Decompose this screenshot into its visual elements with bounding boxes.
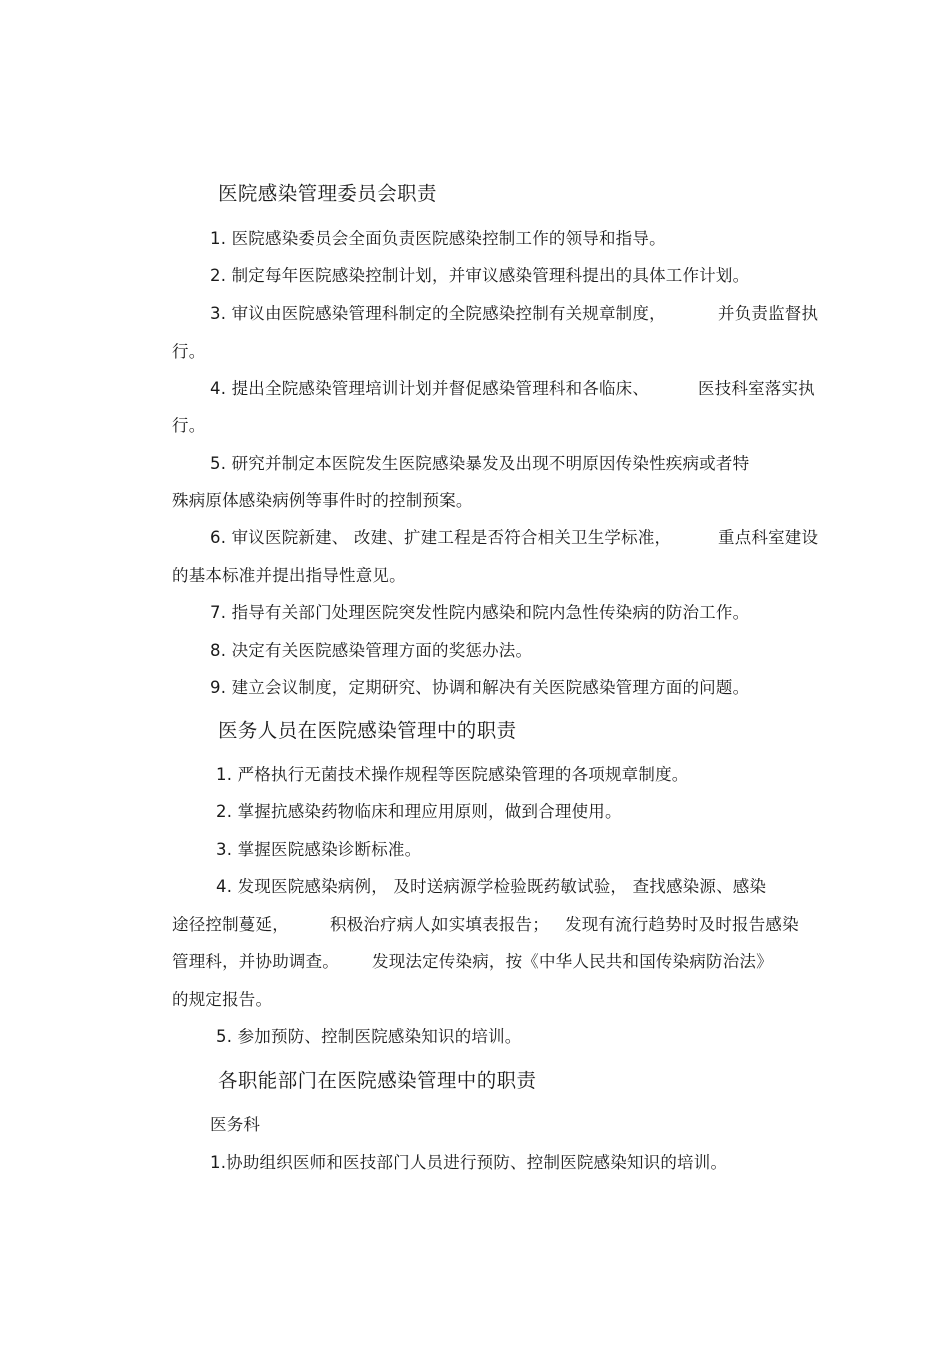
committee-item-7: 7. 指导有关部门处理医院突发性院内感染和院内急性传染病的防治工作。 — [210, 603, 750, 622]
section-title-departments: 各职能部门在医院感染管理中的职责 — [218, 1069, 537, 1092]
committee-item-3c: 行。 — [172, 342, 206, 361]
committee-item-4b: 医技科室落实执 — [698, 379, 815, 398]
staff-item-4d: 如实填表报告； — [432, 915, 549, 934]
committee-item-5a: 5. 研究并制定本医院发生医院感染暴发及出现不明原因传染性疾病或者特 — [210, 454, 750, 473]
committee-item-1: 1. 医院感染委员会全面负责医院感染控制工作的领导和指导。 — [210, 229, 666, 248]
staff-item-4e: 发现有流行趋势时及时报告感染 — [565, 915, 799, 934]
staff-item-2: 2. 掌握抗感染药物临床和理应用原则，做到合理使用。 — [216, 802, 622, 821]
committee-item-6a: 6. 审议医院新建、 改建、扩建工程是否符合相关卫生学标准， — [210, 528, 672, 547]
committee-item-2: 2. 制定每年医院感染控制计划，并审议感染管理科提出的具体工作计划。 — [210, 266, 750, 285]
committee-item-6b: 重点科室建设 — [718, 528, 819, 547]
committee-item-8: 8. 决定有关医院感染管理方面的奖惩办法。 — [210, 641, 533, 660]
staff-item-4b: 途径控制蔓延， — [172, 915, 289, 934]
staff-item-4c: 积极治疗病人， — [330, 915, 447, 934]
committee-item-9: 9. 建立会议制度，定期研究、协调和解决有关医院感染管理方面的问题。 — [210, 678, 750, 697]
committee-item-4a: 4. 提出全院感染管理培训计划并督促感染管理科和各临床、 — [210, 379, 650, 398]
committee-item-6c: 的基本标准并提出指导性意见。 — [172, 566, 406, 585]
section-title-medical-staff: 医务人员在医院感染管理中的职责 — [218, 719, 517, 742]
committee-item-5b: 殊病原体感染病例等事件时的控制预案。 — [172, 491, 473, 510]
staff-item-4h: 的规定报告。 — [172, 990, 273, 1009]
staff-item-4f: 管理科，并协助调查。 — [172, 952, 339, 971]
committee-item-3a: 3. 审议由医院感染管理科制定的全院感染控制有关规章制度， — [210, 304, 666, 323]
department-name-medical-affairs: 医务科 — [210, 1115, 261, 1134]
staff-item-4a: 4. 发现医院感染病例， 及时送病源学检验既药敏试验， 查找感染源、感染 — [216, 877, 767, 896]
staff-item-3: 3. 掌握医院感染诊断标准。 — [216, 840, 422, 859]
staff-item-4g: 发现法定传染病，按《中华人民共和国传染病防治法》 — [372, 952, 773, 971]
department-item-1: 1.协助组织医师和医技部门人员进行预防、控制医院感染知识的培训。 — [210, 1153, 728, 1172]
section-title-committee: 医院感染管理委员会职责 — [218, 182, 437, 205]
committee-item-4c: 行。 — [172, 416, 206, 435]
staff-item-1: 1. 严格执行无菌技术操作规程等医院感染管理的各项规章制度。 — [216, 765, 689, 784]
staff-item-5: 5. 参加预防、控制医院感染知识的培训。 — [216, 1027, 522, 1046]
committee-item-3b: 并负责监督执 — [718, 304, 819, 323]
